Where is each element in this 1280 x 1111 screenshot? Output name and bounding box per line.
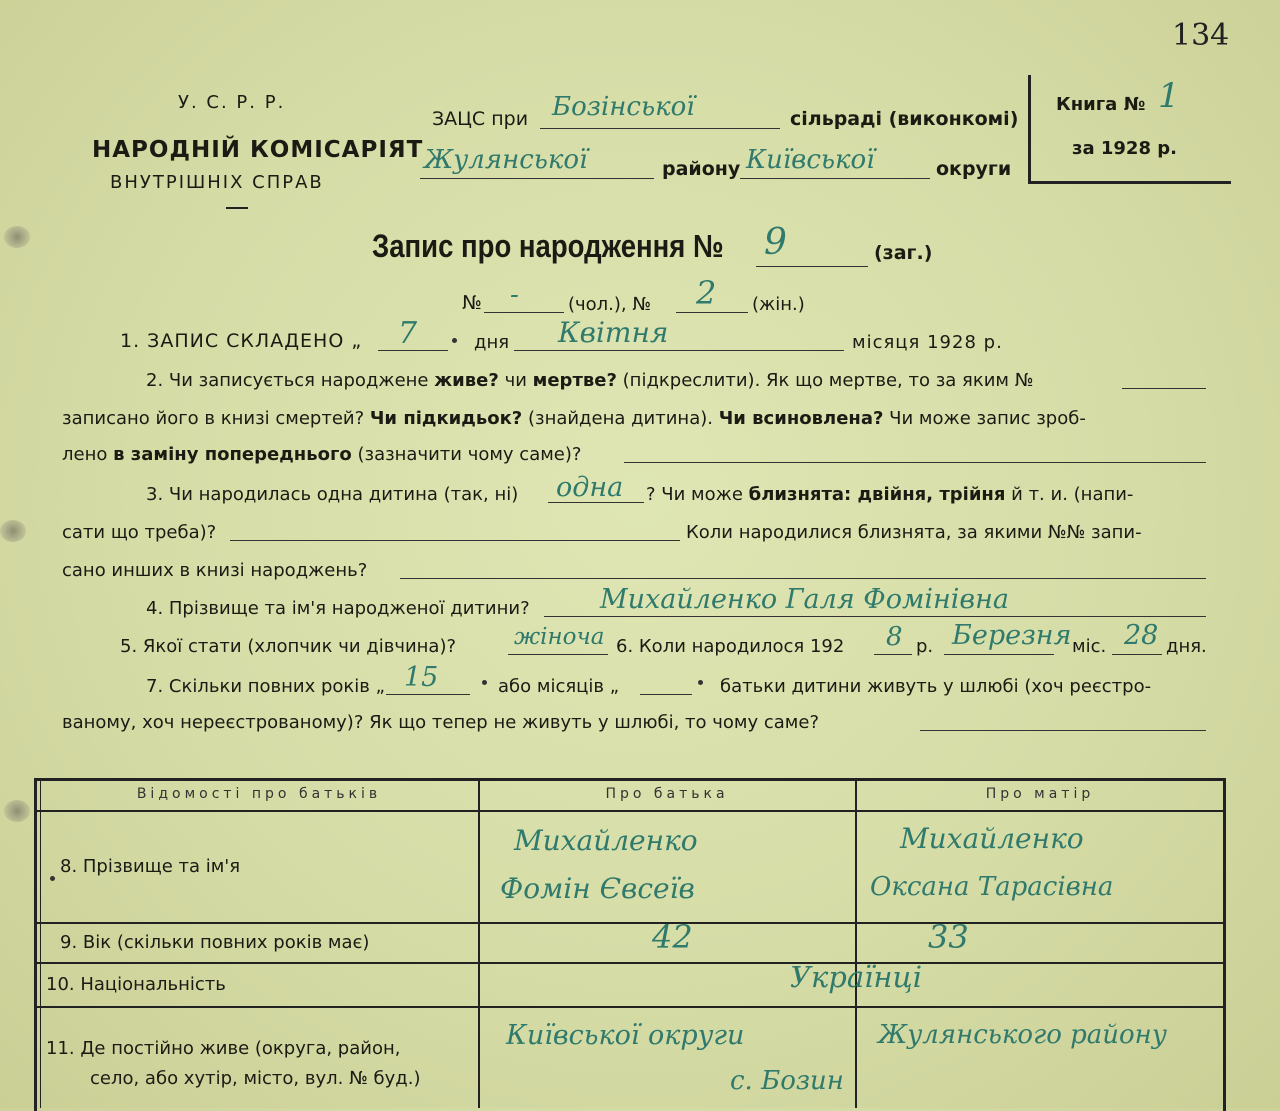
item3-line2-a: сати що треба)? [62, 522, 217, 543]
header-dash [226, 207, 248, 209]
item2-line3-text-b: (зазначити чому саме)? [357, 444, 582, 465]
item3-twins-line [230, 540, 680, 541]
binder-hole-top [4, 226, 30, 248]
item2-alive: живе? [434, 370, 499, 391]
item2-line2-text-a: записано його в книзі смертей? [62, 408, 365, 429]
book-year: за 1928 р. [1072, 138, 1177, 159]
item6-mis-label: міс. [1072, 636, 1107, 657]
village-council-line [540, 128, 780, 129]
item5-sex-handwritten: жіноча [514, 624, 605, 650]
okrug-line [740, 178, 930, 179]
record-title: Запис про народження № [372, 228, 724, 264]
item2-line1 [146, 370, 1033, 391]
item3-numbers-line [400, 578, 1206, 579]
item7-months-line [640, 694, 692, 695]
table-header-parents: Відомості про батьків [136, 786, 382, 802]
item7-line2: ваному, хоч нереєстрованому)? Як що тепер не живуть у шлюбі, то чому саме? [62, 712, 820, 733]
item6-month-handwritten: Березня [952, 620, 1072, 651]
table-col-divider-1 [478, 778, 480, 1108]
item2-foundling: Чи підкидьок? [369, 408, 523, 429]
item1-month-line [514, 350, 844, 351]
mother-residence-handwritten: Жулянського району [878, 1020, 1167, 1050]
item3-line2-b: Коли народилися близнята, за якими №№ запи- [686, 522, 1142, 543]
mother-age-handwritten: 33 [928, 918, 969, 956]
binder-hole-middle [0, 520, 26, 542]
item6-dnya-label: дня. [1166, 636, 1207, 657]
item2-line3 [62, 444, 581, 465]
item7-text-b: або місяців „ [498, 676, 620, 697]
village-council-label: сільраді (виконкомі) [790, 108, 1019, 130]
binder-hole-lower [4, 800, 30, 822]
item7-years-line [386, 694, 470, 695]
nationality-handwritten: Українці [790, 960, 923, 994]
record-number-line [756, 266, 868, 267]
item2-replace-line [624, 462, 1206, 463]
table-row9-divider [34, 962, 1223, 964]
item7-text-c: батьки дитини живуть у шлюбі (хоч реєстро- [720, 676, 1152, 697]
item4-child-name-handwritten: Михайленко Галя Фомінівна [600, 584, 1009, 615]
item3-line [548, 502, 644, 503]
father-residence-handwritten: Київської округи [506, 1020, 745, 1051]
item3-text-b: ? Чи може [646, 484, 743, 505]
row8-label: 8. Прізвище та ім'я [60, 856, 241, 877]
item1-day-line [378, 350, 448, 351]
item2-replace: в заміну попереднього [113, 444, 352, 465]
father-age-handwritten: 42 [652, 918, 693, 956]
item6-year-line [874, 654, 912, 655]
row8-dot [50, 876, 55, 881]
item3-twins: близнята: двійня, трійня [748, 484, 1006, 505]
item3-line3: сано инших в книзі народжень? [62, 560, 368, 581]
item6-day-handwritten: 28 [1124, 620, 1159, 651]
district-label: району [662, 158, 741, 180]
female-label: (жін.) [752, 294, 805, 315]
female-number-handwritten: 2 [696, 274, 717, 312]
table-header-mother: Про матір [985, 786, 1095, 802]
mother-name-handwritten: Оксана Тарасівна [870, 872, 1114, 902]
village-council-handwritten: Бозінської [552, 92, 695, 122]
item7-dot-b [698, 680, 703, 685]
item3-line1-rest [646, 484, 1133, 505]
item3-handwritten: одна [556, 472, 624, 503]
okrug-handwritten: Київської [746, 145, 875, 175]
item6-month-line [944, 654, 1054, 655]
item1-month-label: місяця 1928 р. [852, 332, 1003, 353]
item6-label: 6. Коли народилося 192 [616, 636, 845, 657]
internal-affairs-heading: ВНУТРІШНІХ СПРАВ [110, 172, 324, 193]
table-col-divider-2 [855, 778, 857, 1108]
item2-line2-text-b: (знайдена дитина). [527, 408, 713, 429]
item7-text-a: 7. Скільки повних років „ [146, 676, 385, 697]
female-number-line [676, 312, 748, 313]
male-no-label: № [462, 292, 482, 314]
male-number-handwritten: - [510, 280, 519, 310]
male-label: (чол.), № [568, 294, 652, 315]
okrug-label: округи [936, 158, 1012, 180]
item2-line3-text-a: лено [62, 444, 108, 465]
district-line [420, 178, 654, 179]
item5-line [508, 654, 608, 655]
item2-line2 [62, 408, 1086, 429]
table-header-divider [34, 810, 1223, 812]
page-number: 134 [1172, 18, 1230, 53]
father-name-handwritten: Фомін Євсеїв [500, 872, 695, 905]
item2-adopted: Чи всиновлена? [718, 408, 884, 429]
item1-day-label: дня [474, 332, 510, 353]
item4-line [544, 616, 1206, 617]
item6-year-handwritten: 8 [886, 622, 903, 652]
item3-text-a: 3. Чи народилась одна дитина (так, ні) [146, 484, 519, 505]
book-label: Книга № [1056, 94, 1146, 115]
table-row10-divider [34, 1006, 1223, 1008]
item5-label: 5. Якої стати (хлопчик чи дівчина)? [120, 636, 457, 657]
item2-text-a: 2. Чи записується народжене [146, 370, 429, 391]
row9-label: 9. Вік (скільки повних років має) [60, 932, 370, 953]
ussr-heading: У. С. Р. Р. [178, 92, 286, 113]
item2-text-b: чи [504, 370, 527, 391]
father-surname-handwritten: Михайленко [514, 824, 698, 857]
item1-day-handwritten: 7 [398, 316, 418, 351]
item6-day-line [1112, 654, 1162, 655]
table-row8-divider [34, 922, 1223, 924]
mother-surname-handwritten: Михайленко [900, 822, 1084, 855]
item7-reason-line [920, 730, 1206, 731]
item3-text-c: й т. и. (напи- [1011, 484, 1134, 505]
item7-dot-a [482, 680, 487, 685]
district-handwritten: Жулянської [424, 145, 588, 175]
residence-village-handwritten: с. Бозин [730, 1066, 844, 1096]
zacs-label: ЗАЦС при [432, 108, 529, 130]
row10-label: 10. Національність [46, 974, 226, 995]
item2-death-number-line [1122, 388, 1206, 389]
item2-line2-text-c: Чи може запис зроб- [889, 408, 1086, 429]
table-header-father: Про батька [605, 786, 729, 802]
row11-label-line2: село, або хутір, місто, вул. № буд.) [90, 1068, 421, 1089]
item1-month-handwritten: Квітня [558, 316, 669, 349]
item1-label: 1. ЗАПИС СКЛАДЕНО „ [120, 330, 363, 352]
record-suffix: (заг.) [874, 242, 933, 264]
male-number-line [484, 312, 564, 313]
book-number-handwritten: 1 [1158, 76, 1180, 116]
book-box [1028, 75, 1231, 184]
table-inner-left-border [40, 778, 41, 1108]
item2-dead: мертве? [532, 370, 617, 391]
item7-years-handwritten: 15 [404, 662, 439, 693]
record-number-handwritten: 9 [764, 222, 787, 263]
item2-text-c: (підкреслити). Як що мертве, то за яким № [622, 370, 1034, 391]
item4-label: 4. Прізвище та ім'я народженої дитини? [146, 598, 530, 619]
item1-dot [452, 338, 457, 343]
commissariat-heading: НАРОДНІЙ КОМІСАРІЯТ [92, 137, 424, 163]
row11-label-line1: 11. Де постійно живе (округа, район, [46, 1038, 401, 1059]
item6-r-label: р. [916, 636, 934, 657]
